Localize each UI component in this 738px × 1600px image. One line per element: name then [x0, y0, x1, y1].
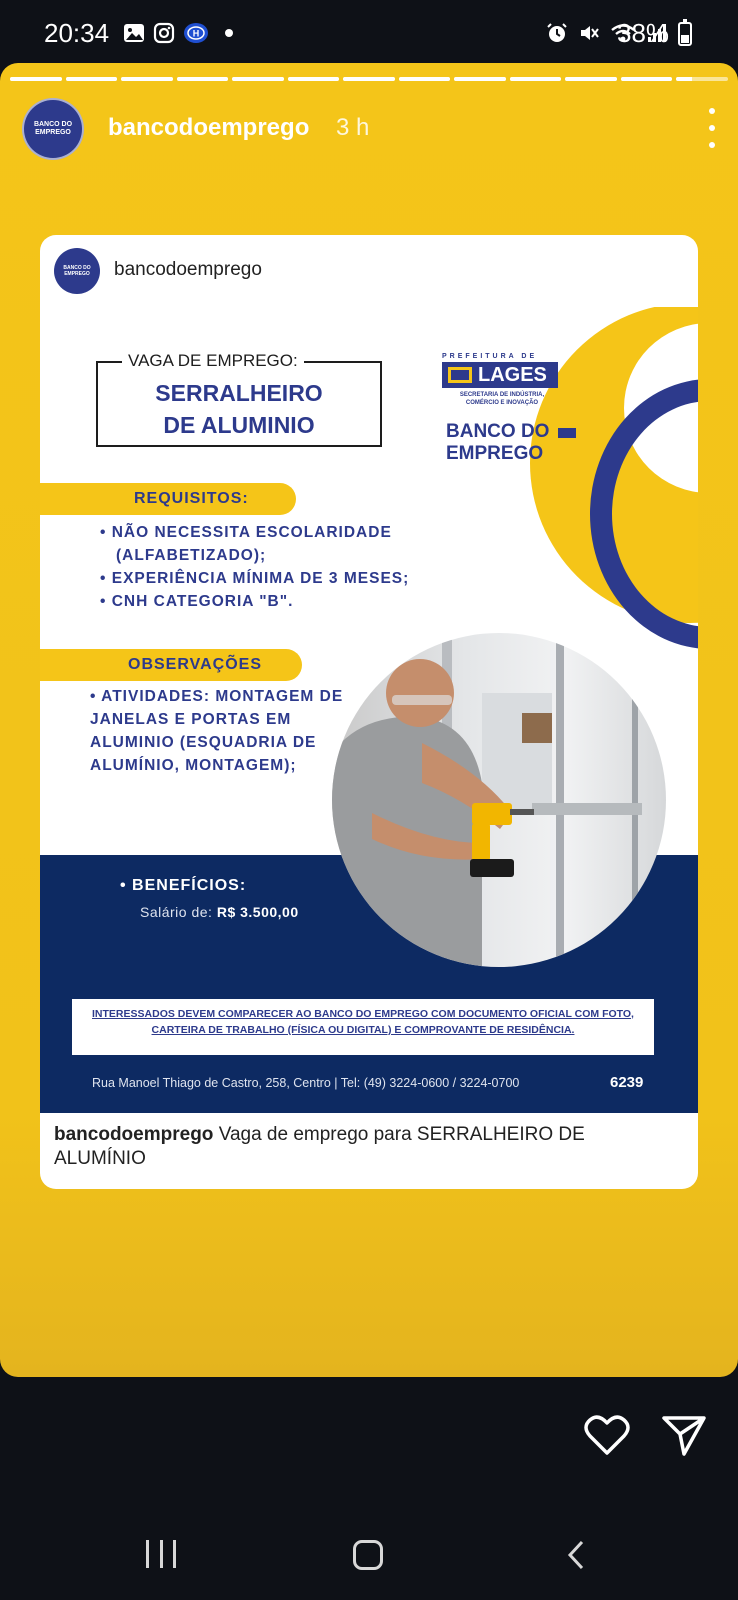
observacoes-text: • ATIVIDADES: MONTAGEM DE JANELAS E PORTAS EM ALUMINIO (ESQUADRIA DE ALUMÍNIO, MONTAGEM);: [90, 688, 344, 774]
story-progress-bar: [10, 77, 728, 81]
requisito-item: • CNH CATEGORIA "B".: [100, 593, 294, 610]
salary-line: [140, 904, 299, 920]
requisitos-list: [100, 521, 480, 613]
job-title: [98, 377, 380, 441]
caption-username[interactable]: bancodoemprego: [54, 1124, 214, 1145]
banco-logo-line2: EMPREGO: [446, 443, 544, 464]
worker-photo: [332, 633, 666, 967]
story-progress-segment: [288, 77, 340, 81]
post-caption[interactable]: [54, 1123, 654, 1171]
battery-percentage: 38%: [617, 18, 670, 48]
worker-illustration: [332, 633, 666, 967]
banco-logo-line1: BANCO DO: [446, 421, 581, 443]
job-poster-image[interactable]: [40, 307, 698, 1113]
app-badge-icon: [183, 22, 209, 44]
lages-subtitle-line2: COMÉRCIO E INOVAÇÃO: [465, 400, 539, 406]
avatar-text-line1: BANCO DO: [33, 121, 73, 128]
flag-icon: [555, 425, 575, 439]
job-label: VAGA DE EMPREGO:: [122, 351, 304, 371]
story-progress-segment: [621, 77, 673, 81]
notice-box: INTERESSADOS DEVEM COMPARECER AO BANCO DO EMPREGO COM DOCUMENTO OFICIAL COM FOTO, CARTEIRA DE TRABALHO (FÍSICA OU DIGITAL) E COMPROVANTE DE RESIDÊNCIA.: [72, 999, 654, 1055]
story-progress-segment: [177, 77, 229, 81]
avatar-text-line2: EMPREGO: [35, 129, 71, 136]
instagram-icon: [153, 22, 175, 44]
story-avatar[interactable]: [22, 98, 84, 160]
status-bar: [0, 0, 738, 66]
svg-text:H: H: [192, 28, 200, 39]
post-username[interactable]: bancodoemprego: [114, 259, 262, 280]
beneficios-title: • BENEFÍCIOS:: [120, 877, 247, 894]
observacoes-title: OBSERVAÇÕES: [128, 656, 262, 673]
story-progress-segment: [676, 77, 728, 81]
gallery-icon: [123, 22, 145, 44]
post-avatar-text-line2: EMPREGO: [64, 271, 90, 277]
heart-icon[interactable]: [584, 1414, 630, 1456]
story-progress-segment: [454, 77, 506, 81]
story-time-ago: 3 h: [336, 114, 370, 141]
shared-post-card[interactable]: [40, 235, 698, 1189]
banco-do-emprego-logo: [446, 421, 581, 465]
address-line: Rua Manoel Thiago de Castro, 258, Centro | Tel: (49) 3224-0600 / 3224-0700: [92, 1076, 520, 1090]
salary-value: R$ 3.500,00: [216, 904, 299, 920]
flag-icon: [448, 367, 472, 383]
job-title-line1: SERRALHEIRO: [155, 380, 323, 406]
lages-name-banner: [442, 362, 558, 388]
salary-label: Salário de:: [140, 904, 213, 920]
story-progress-segment: [66, 77, 118, 81]
lages-prefix: PREFEITURA DE: [442, 353, 538, 360]
requisitos-header: [40, 483, 296, 515]
job-title-box: [96, 351, 382, 447]
more-options-icon[interactable]: [702, 108, 722, 148]
poster-number: 6239: [610, 1074, 644, 1091]
story-progress-segment: [343, 77, 395, 81]
story-progress-segment: [399, 77, 451, 81]
post-header: [40, 235, 698, 307]
story-header: [22, 98, 722, 160]
battery-icon: [678, 22, 692, 46]
story-progress-segment: [121, 77, 173, 81]
prefeitura-lages-logo: [442, 353, 562, 407]
story-username[interactable]: bancodoemprego: [108, 114, 310, 141]
send-icon[interactable]: [662, 1414, 706, 1456]
lages-subtitle: [442, 391, 562, 407]
story-progress-segment: [510, 77, 562, 81]
lages-subtitle-line1: SECRETARIA DE INDÚSTRIA,: [459, 392, 545, 398]
job-title-line2: DE ALUMINIO: [163, 412, 315, 438]
story-progress-segment: [232, 77, 284, 81]
post-avatar-text-line1: BANCO DO: [63, 265, 91, 271]
observacoes-header: [40, 649, 302, 681]
mute-icon: [578, 22, 600, 44]
story-viewer[interactable]: [0, 63, 738, 1377]
status-icons-left: [123, 22, 233, 44]
post-avatar[interactable]: [54, 248, 100, 294]
alarm-icon: [546, 22, 568, 44]
requisitos-title: REQUISITOS:: [134, 490, 249, 507]
recent-apps-icon[interactable]: [146, 1540, 176, 1568]
clock: 20:34: [44, 18, 110, 48]
back-icon[interactable]: [566, 1540, 586, 1570]
home-icon[interactable]: [353, 1540, 383, 1570]
lages-name: LAGES: [478, 363, 547, 386]
notification-dot: [225, 29, 233, 37]
requisito-item: • NÃO NECESSITA ESCOLARIDADE (ALFABETIZADO);: [100, 524, 392, 564]
story-progress-segment: [10, 77, 62, 81]
caption-text: Vaga de emprego para SERRALHEIRO DE ALUMÍNIO: [54, 1124, 585, 1169]
story-progress-segment: [565, 77, 617, 81]
system-navigation-bar: [0, 1510, 738, 1600]
requisito-item: • EXPERIÊNCIA MÍNIMA DE 3 MESES;: [100, 570, 410, 587]
